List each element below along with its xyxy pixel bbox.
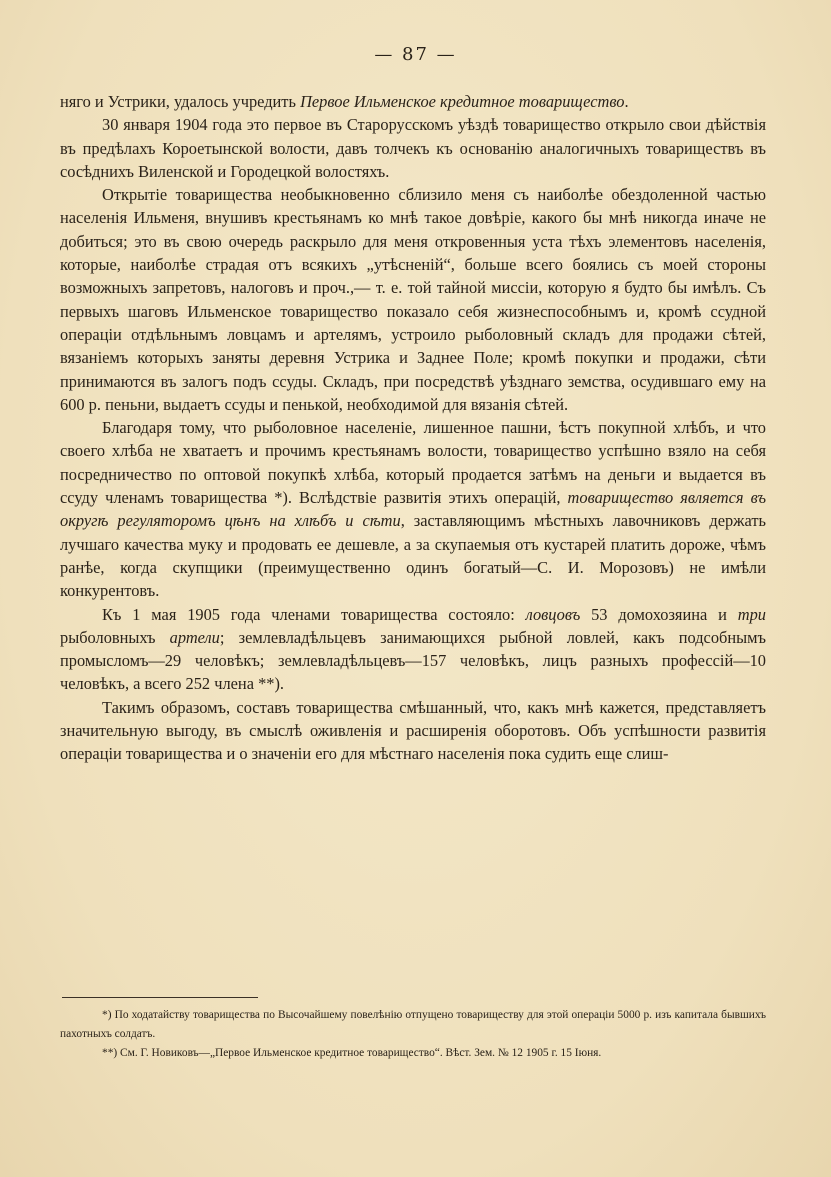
text-run: няго и Устрики, удалось учредить — [60, 92, 301, 111]
footnote: *) По ходатайству товарищества по Высочайшему повелѣнію отпущено товариществу для этой операціи 5000 р. изъ капитала бывшихъ пахотныхъ солдатъ. — [60, 1009, 766, 1040]
paragraph — [60, 183, 766, 416]
paragraph — [60, 696, 766, 766]
text-run: , заставляющимъ мѣстныхъ лавочниковъ держать лучшаго качества муку и продовать ее дешевле, а за скупаемыя отъ кустарей платить дороже, чѣмъ ранѣе, когда скупщики (преимущественно одинъ богатый—С. И. Морозовъ) не имѣли конкурентовъ. — [60, 511, 766, 601]
footnote-divider — [62, 997, 258, 998]
footnotes — [60, 1006, 766, 1063]
text-run: 53 домохозяина и — [580, 604, 738, 624]
paragraph — [60, 416, 766, 602]
paragraph — [60, 90, 766, 113]
italic-run: три — [737, 604, 766, 624]
text-run: Благодаря тому, что рыболовное населеніе, лишенное пашни, ѣстъ покупной хлѣбъ, и что своего хлѣба не хватаетъ и прочимъ крестьянамъ волости, товарищество успѣшно взяло на себя посредничество по оптовой покупкѣ хлѣба, который продается затѣмъ на деньги и выдается въ ссуду членамъ товарищества *). Вслѣдствіе развитія этихъ операцій, — [60, 418, 766, 508]
paragraph — [60, 113, 766, 183]
text-run: Такимъ образомъ, составъ товарищества смѣшанный, что, какъ мнѣ кажется, представляетъ значительную выгоду, въ смыслѣ оживленія и расширенія оборотовъ. Объ успѣшности развитія операціи товарищества и о значеніи его для мѣстнаго населенія пока судить еще слиш- — [60, 697, 766, 764]
italic-run: ловцовъ — [525, 604, 581, 624]
page-number: — 87 — — [374, 44, 457, 65]
text-run: . — [624, 92, 629, 111]
italic-run: товарищество является въ округѣ регуляторомъ цѣнъ на хлѣбъ и сѣти — [60, 488, 767, 531]
text-run: Открытіе товарищества необыкновенно сблизило меня съ наиболѣе обездоленной частью населенія Ильменя, внушивъ крестьянамъ ко мнѣ такое довѣріе, какого бы мнѣ никогда иначе не добиться; это въ свою очередь раскрыло для меня откровенныя уста тѣхъ элементовъ населенія, которые, наиболѣе страдая отъ всякихъ „утѣсненій“, больше всего боялись съ моей стороны возможныхъ запретовъ, налоговъ и проч.,— т. е. той тайной миссіи, которую я будто бы имѣлъ. Съ первыхъ шаговъ Ильменское товарищество показало себя жизнеспособнымъ и, кромѣ ссудной операціи отдѣльнымъ ловцамъ и артелямъ, устроило рыболовный складъ для продажи сѣтей, вязаніемъ которыхъ заняты деревня Устрика и Заднее Поле; кромѣ покупки и продажи, сѣти принимаются въ залогъ подъ ссуды. Складъ, при посредствѣ уѣзднаго земства, осудившаго ему на 600 р. пеньни, выдаетъ ссуды и пенькой, необходимой для вязанія сѣтей. — [60, 185, 766, 414]
italic-run: Первое Ильменское кредитное товарищество — [300, 92, 625, 111]
text-run: 30 января 1904 года это первое въ Старорусскомъ уѣздѣ товарищество открыло свои дѣйствія въ предѣлахъ Короетынской волости, давъ толчекъ къ основанію аналогичныхъ товариществъ въ сосѣднихъ Виленской и Городецкой волостяхъ. — [60, 115, 766, 181]
paragraph — [60, 603, 766, 696]
body-text — [60, 90, 766, 766]
text-run: ; землевладѣльцевъ занимающихся рыбной ловлей, какъ подсобнымъ промысломъ—29 человѣкъ; землевладѣльцевъ—157 человѣкъ, лицъ разныхъ профессій—10 человѣкъ, а всего 252 члена **). — [60, 627, 766, 694]
footnote: **) См. Г. Новиковъ—„Первое Ильменское кредитное товарищество“. Вѣст. Зем. № 12 1905 г. 15 Іюня. — [102, 1047, 602, 1059]
text-run: рыболовныхъ — [60, 627, 170, 647]
text-run: Къ 1 мая 1905 года членами товарищества состояло: — [102, 604, 526, 624]
italic-run: артели — [169, 627, 220, 647]
